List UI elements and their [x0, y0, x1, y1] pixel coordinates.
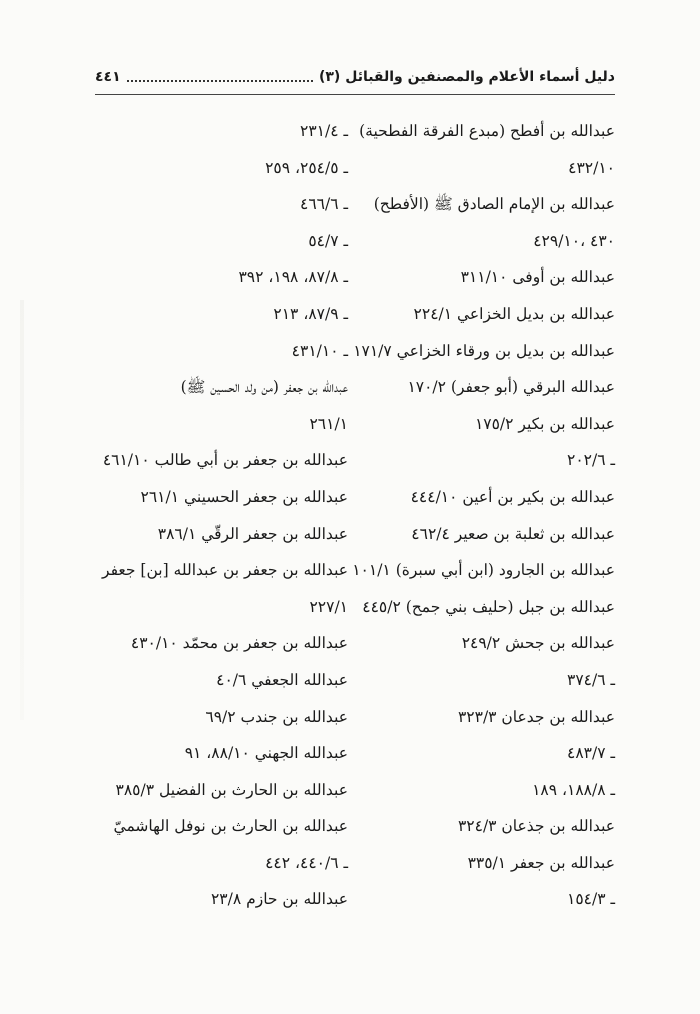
index-entry: ـ ٤٣١/١٠ — [291, 341, 348, 360]
index-entry: ـ ٤٨٣/٧ — [567, 744, 615, 763]
index-entry: عبدالله بن جعفر الحسيني ٢٦١/١ — [140, 487, 348, 506]
index-entry: عبدالله بن جحش ٢٤٩/٢ — [461, 634, 615, 653]
index-entry: ـ ٢٥٤/٥، ٢٥٩ — [265, 158, 348, 177]
index-entry: عبدالله بن بكير ١٧٥/٢ — [474, 414, 615, 433]
index-entry: ٢٢٧/١ — [309, 597, 348, 616]
index-entry: عبدالله بن الحارث بن نوفل الهاشميّ — [113, 817, 348, 836]
header-rule — [95, 94, 615, 95]
running-header — [95, 64, 615, 90]
index-entry: عبدالله الجعفي ٤٠/٦ — [216, 670, 348, 689]
index-entry: ـ ٢٠٢/٦ — [567, 451, 615, 470]
index-entry: عبدالله بن أفطح (مبدع الفرقة الفطحية) — [359, 122, 615, 140]
index-entry: عبدالله بن جعفر بن عبدالله [بن] جعفر — [102, 561, 348, 580]
index-entry: ٤٣٠ ،٤٢٩/١٠ — [533, 231, 615, 250]
index-entry: ٢٦١/١ — [309, 414, 348, 433]
index-entry: عبدالله البرقي (أبو جعفر) ١٧٠/٢ — [407, 378, 615, 397]
index-entry: ـ ٨٧/٨، ١٩٨، ٣٩٢ — [238, 268, 348, 287]
index-entry: عبدالله بن جعفر الرقّي ٣٨٦/١ — [157, 524, 348, 543]
index-entry: عبدالله بن جعفر بن أبي طالب ٤٦١/١٠ — [102, 451, 348, 470]
index-entry: عبدالله بن جندب ٦٩/٢ — [205, 707, 348, 726]
index-entry: عبدالله بن بديل الخزاعي ٢٢٤/١ — [413, 304, 615, 323]
page-number: ٤٤١ — [95, 69, 121, 85]
index-entry: عبدالله بن حازم ٢٣/٨ — [210, 890, 348, 909]
index-entry: ـ ١٥٤/٣ — [567, 890, 615, 909]
index-entry: عبدالله بن الإمام الصادق ﷺ (الأفطح) — [373, 195, 615, 214]
index-entry: عبدالله الجهني ٨٨/١٠، ٩١ — [184, 744, 348, 763]
header-leader-dots — [127, 80, 313, 82]
header-title: دليل أسماء الأعلام والمصنفين والقبائل (٣) — [318, 69, 615, 85]
index-entry: عبدالله بن جبل (حليف بني جمح) ٤٤٥/٢ — [362, 597, 615, 616]
index-entry: عبدالله بن جعفر (من ولد الحسين ﷺ) — [180, 378, 348, 397]
index-entry: عبدالله بن جعفر بن محمّد ٤٣٠/١٠ — [130, 634, 348, 653]
index-entry: عبدالله بن ثعلبة بن صعير ٤٦٢/٤ — [411, 524, 615, 543]
index-entry: ٤٣٢/١٠ — [568, 158, 615, 177]
index-entry: عبدالله بن جذعان ٣٢٤/٣ — [457, 817, 615, 836]
index-column-right — [352, 113, 615, 918]
index-entry: ـ ٤٦٦/٦ — [300, 195, 348, 214]
index-entry: عبدالله بن بديل بن ورقاء الخزاعي ١٧١/٧ — [353, 341, 615, 360]
index-entry: عبدالله بن بكير بن أعين ٤٤٤/١٠ — [410, 487, 615, 506]
index-entry: عبدالله بن جدعان ٣٢٣/٣ — [457, 707, 615, 726]
index-entry: عبدالله بن الحارث بن الفضيل ٣٨٥/٣ — [115, 780, 348, 799]
index-entry: عبدالله بن أوفى ٣١١/١٠ — [460, 268, 615, 287]
index-entry: عبدالله بن جعفر ٣٣٥/١ — [467, 853, 615, 872]
scan-shadow — [20, 300, 24, 720]
index-column-left — [100, 113, 348, 918]
index-entry: ـ ٤٤٠/٦، ٤٤٢ — [265, 853, 348, 872]
index-entry: عبدالله بن الجارود (ابن أبي سبرة) ١٠١/١ — [352, 561, 615, 580]
index-entry: ـ ٨٧/٩، ٢١٣ — [273, 304, 348, 323]
index-entry: ـ ١٨٨/٨، ١٨٩ — [532, 780, 615, 799]
index-entry: ـ ٥٤/٧ — [308, 231, 348, 250]
index-entry: ـ ٢٣١/٤ — [300, 122, 348, 140]
index-entry: ـ ٣٧٤/٦ — [567, 670, 615, 689]
